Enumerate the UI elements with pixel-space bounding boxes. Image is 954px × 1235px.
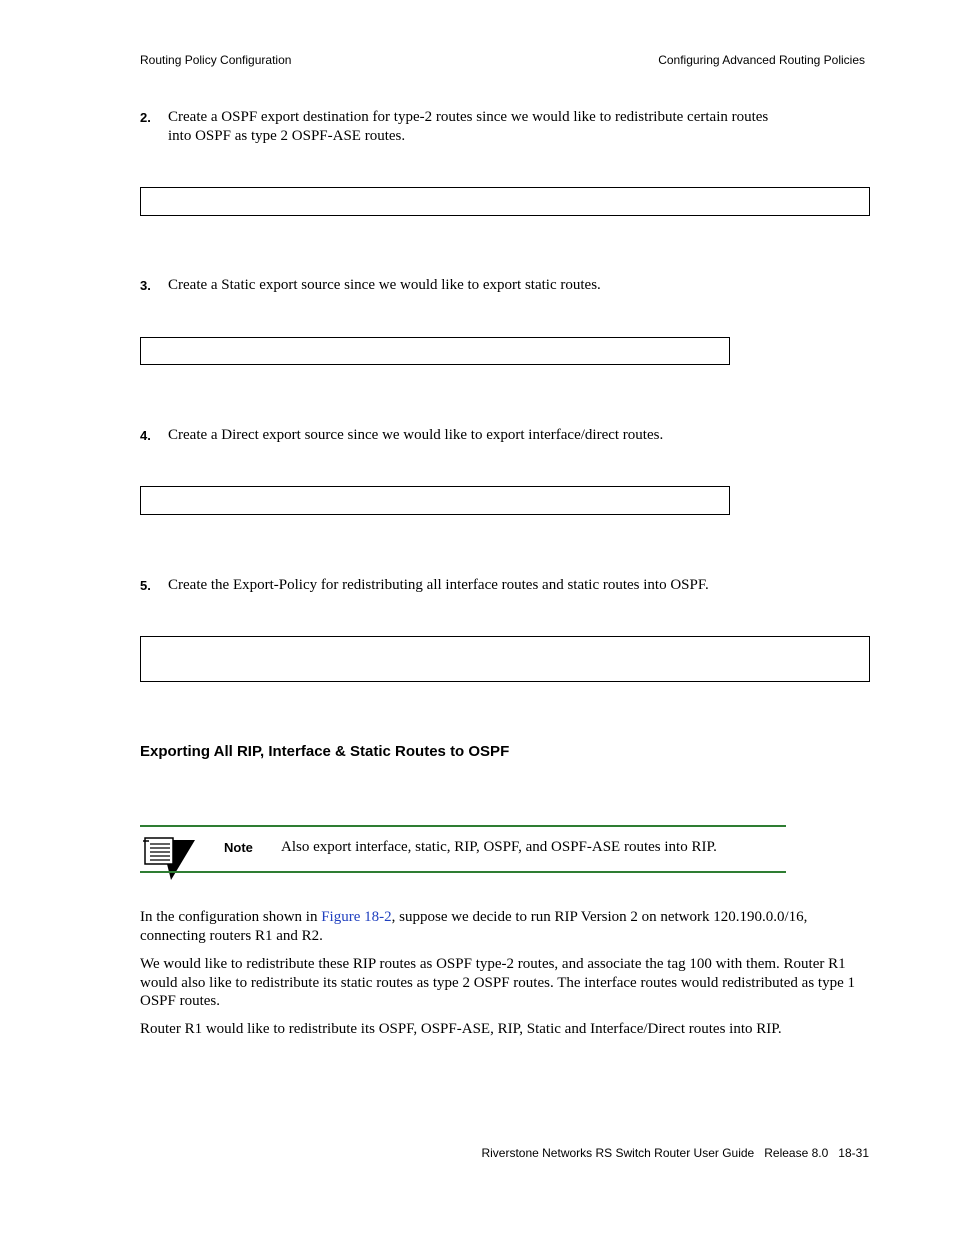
- step-text: Create a Static export source since we would like to export static routes.: [168, 277, 601, 293]
- body-paragraph: [140, 908, 870, 945]
- footer-release: Release 8.0: [764, 1146, 829, 1160]
- section-heading: Exporting All RIP, Interface & Static Routes to OSPF: [140, 743, 510, 760]
- note-text: Also export interface, static, RIP, OSPF, and OSPF-ASE routes into RIP.: [281, 839, 717, 855]
- step-text: Create a Direct export source since we would like to export interface/direct routes.: [168, 427, 664, 443]
- command-box: [140, 486, 730, 515]
- note-bottom-rule: [140, 871, 786, 873]
- step-number: 5.: [140, 578, 151, 593]
- paragraph-text: In the configuration shown in: [140, 909, 322, 925]
- step-number: 2.: [140, 110, 151, 125]
- running-footer: [481, 1146, 869, 1160]
- command-box: [140, 337, 730, 365]
- footer-page-number: 18-31: [838, 1146, 869, 1160]
- step-text: Create the Export-Policy for redistributing all interface routes and static routes into OSPF.: [168, 577, 709, 593]
- note-top-rule: [140, 825, 786, 827]
- step-text-line: into OSPF as type 2 OSPF-ASE routes.: [168, 128, 406, 144]
- step-number: 3.: [140, 278, 151, 293]
- body-paragraph: Router R1 would like to redistribute its OSPF, OSPF-ASE, RIP, Static and Interface/Direct routes into RIP.: [140, 1021, 782, 1037]
- command-box: [140, 636, 870, 682]
- paragraph-text: , suppose we decide to run RIP Version 2 on network 120.190.0.0/16, connecting routers R1 and R2.: [140, 909, 808, 944]
- step-text-line: Create a OSPF export destination for type-2 routes since we would like to redistribute certain routes: [168, 109, 769, 125]
- footer-guide-title: Riverstone Networks RS Switch Router User Guide: [481, 1146, 755, 1160]
- running-header-left: Routing Policy Configuration: [140, 53, 292, 67]
- step-number: 4.: [140, 428, 151, 443]
- note-pad-icon: [141, 836, 197, 882]
- figure-link[interactable]: Figure 18-2: [321, 909, 392, 925]
- running-header-right: Configuring Advanced Routing Policies: [658, 53, 865, 67]
- step-text: [168, 108, 868, 146]
- note-label: Note: [224, 840, 253, 855]
- body-paragraph: We would like to redistribute these RIP routes as OSPF type-2 routes, and associate the tag 100 with them. Router R1 would also like to redistribute its static routes as type 2 OSPF routes. The interface routes would redistributed as type 1 OSPF routes.: [140, 956, 856, 1009]
- command-box: [140, 187, 870, 216]
